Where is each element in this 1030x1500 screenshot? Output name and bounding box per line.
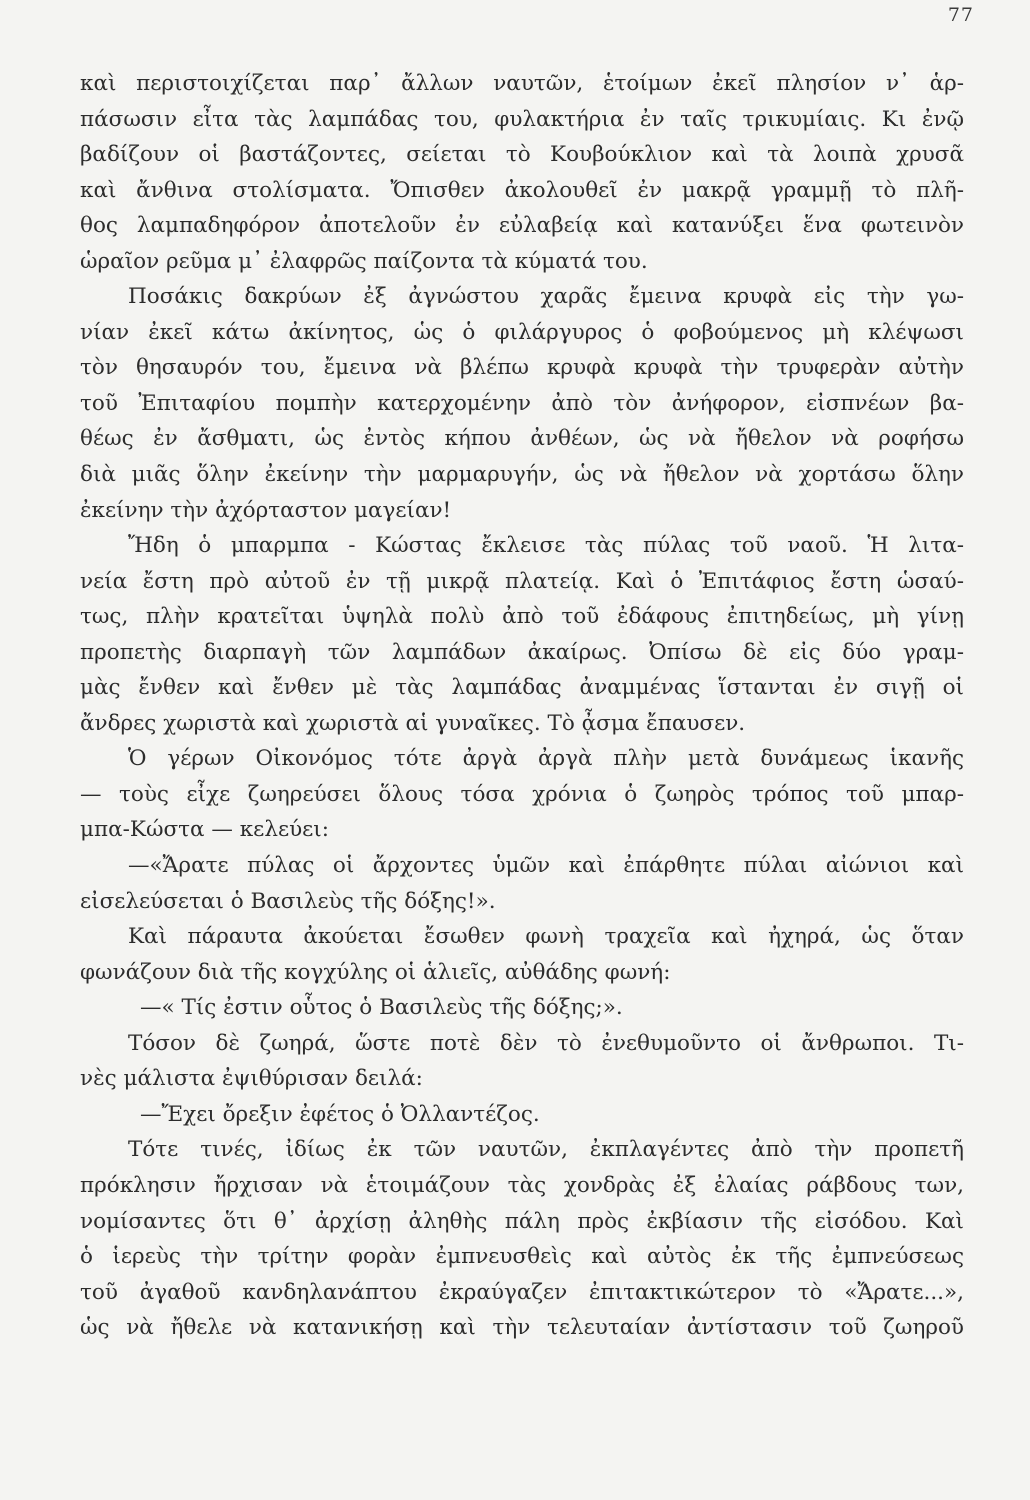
text-line: μὰς ἔνθεν καὶ ἔνθεν μὲ τὰς λαμπάδας ἀναμμένας ἵστανται ἐν σιγῇ οἱ	[80, 675, 964, 701]
text-line: ἄνδρες χωριστὰ καὶ χωριστὰ αἱ γυναῖκες. Τὸ ᾆσμα ἔπαυσεν.	[80, 710, 746, 736]
text-line: θέως ἐν ἄσθματι, ὡς ἐντὸς κήπου ἀνθέων, ὡς νὰ ἤθελον νὰ ροφήσω	[80, 426, 964, 452]
text-line: νὲς μάλιστα ἐψιθύρισαν δειλά:	[80, 1066, 423, 1092]
page-number: 77	[947, 4, 974, 26]
body-text	[80, 66, 964, 1346]
text-line: εἰσελεύσεται ὁ Βασιλεὺς τῆς δόξης!».	[80, 888, 496, 914]
text-line: Τότε τινές, ἰδίως ἐκ τῶν ναυτῶν, ἐκπλαγέντες ἀπὸ τὴν προπετῆ	[128, 1137, 964, 1163]
text-line: προπετὴς διαρπαγὴ τῶν λαμπάδων ἀκαίρως. Ὀπίσω δὲ εἰς δύο γραμ-	[80, 639, 964, 665]
text-line: πάσωσιν εἶτα τὰς λαμπάδας του, φυλακτήρια ἐν ταῖς τρικυμίαις. Κι ἐνῷ	[80, 106, 964, 132]
text-line: Ὁ γέρων Οἰκονόμος τότε ἀργὰ ἀργὰ πλὴν μετὰ δυνάμεως ἱκανῆς	[128, 746, 964, 772]
text-line: φωνάζουν διὰ τῆς κογχύλης οἱ ἁλιεῖς, αὐθάδης φωνή:	[80, 959, 671, 985]
text-line: νομίσαντες ὅτι θ᾽ ἀρχίσῃ ἀληθὴς πάλη πρὸς ἐκβίασιν τῆς εἰσόδου. Καὶ	[80, 1208, 964, 1234]
text-line: μπα-Κώστα — κελεύει:	[80, 817, 329, 843]
text-line: διὰ μιᾶς ὅλην ἐκείνην τὴν μαρμαρυγήν, ὡς νὰ ἤθελον νὰ χορτάσω ὅλην	[80, 462, 964, 488]
text-line: νίαν ἐκεῖ κάτω ἀκίνητος, ὡς ὁ φιλάργυρος ὁ φοβούμενος μὴ κλέψωσι	[80, 319, 964, 345]
text-line: καὶ περιστοιχίζεται παρ᾽ ἄλλων ναυτῶν, ἑτοίμων ἐκεῖ πλησίον ν᾽ ἁρ-	[80, 71, 964, 96]
text-line: —« Τίς ἐστιν οὗτος ὁ Βασιλεὺς τῆς δόξης;».	[140, 995, 623, 1021]
text-line: τως, πλὴν κρατεῖται ὑψηλὰ πολὺ ἀπὸ τοῦ ἐδάφους ἐπιτηδείως, μὴ γίνῃ	[80, 604, 964, 630]
text-line: τὸν θησαυρόν του, ἔμεινα νὰ βλέπω κρυφὰ κρυφὰ τὴν τρυφερὰν αὐτὴν	[80, 355, 964, 381]
text-line: πρόκλησιν ἤρχισαν νὰ ἑτοιμάζουν τὰς χονδρὰς ἐξ ἐλαίας ράβδους των,	[80, 1172, 964, 1198]
text-line: τοῦ Ἐπιταφίου πομπὴν κατερχομένην ἀπὸ τὸν ἀνήφορον, εἰσπνέων βα-	[80, 390, 964, 416]
text-line: τοῦ ἀγαθοῦ κανδηλανάπτου ἐκραύγαζεν ἐπιτακτικώτερον τὸ «Ἄρατε...»,	[80, 1279, 964, 1305]
text-line: νεία ἔστη πρὸ αὐτοῦ ἐν τῇ μικρᾷ πλατείᾳ. Καὶ ὁ Ἐπιτάφιος ἔστη ὡσαύ-	[80, 568, 964, 594]
text-line: Ποσάκις δακρύων ἐξ ἀγνώστου χαρᾶς ἔμεινα κρυφὰ εἰς τὴν γω-	[128, 284, 964, 310]
text-line: — τοὺς εἶχε ζωηρεύσει ὅλους τόσα χρόνια ὁ ζωηρὸς τρόπος τοῦ μπαρ-	[80, 781, 964, 807]
text-line: θος λαμπαδηφόρον ἀποτελοῦν ἐν εὐλαβείᾳ καὶ κατανύξει ἕνα φωτεινὸν	[80, 213, 964, 239]
text-line: Ἤδη ὁ μπαρμπα - Κώστας ἔκλεισε τὰς πύλας τοῦ ναοῦ. Ἡ λιτα-	[128, 533, 964, 559]
text-line: —«Ἄρατε πύλας οἱ ἄρχοντες ὑμῶν καὶ ἐπάρθητε πύλαι αἰώνιοι καὶ	[128, 853, 964, 879]
text-line: —Ἔχει ὄρεξιν ἐφέτος ὁ Ὀλλαντέζος.	[140, 1101, 540, 1127]
text-line: ὡς νὰ ἤθελε νὰ κατανικήσῃ καὶ τὴν τελευταίαν ἀντίστασιν τοῦ ζωηροῦ	[80, 1315, 964, 1341]
text-line: ἐκείνην τὴν ἀχόρταστον μαγείαν!	[80, 497, 452, 523]
text-line: βαδίζουν οἱ βαστάζοντες, σείεται τὸ Κουβούκλιον καὶ τὰ λοιπὰ χρυσᾶ	[80, 142, 964, 168]
text-line: καὶ ἄνθινα στολίσματα. Ὄπισθεν ἀκολουθεῖ ἐν μακρᾷ γραμμῇ τὸ πλῆ-	[80, 177, 964, 203]
text-line: ὡραῖον ρεῦμα μ᾽ ἐλαφρῶς παίζοντα τὰ κύματά του.	[80, 248, 648, 274]
text-line: Καὶ πάραυτα ἀκούεται ἔσωθεν φωνὴ τραχεῖα καὶ ἠχηρά, ὡς ὅταν	[128, 924, 964, 950]
text-line: ὁ ἱερεὺς τὴν τρίτην φορὰν ἐμπνευσθεὶς καὶ αὐτὸς ἐκ τῆς ἐμπνεύσεως	[80, 1244, 964, 1270]
text-line: Τόσον δὲ ζωηρά, ὥστε ποτὲ δὲν τὸ ἐνεθυμοῦντο οἱ ἄνθρωποι. Τι-	[128, 1030, 964, 1056]
